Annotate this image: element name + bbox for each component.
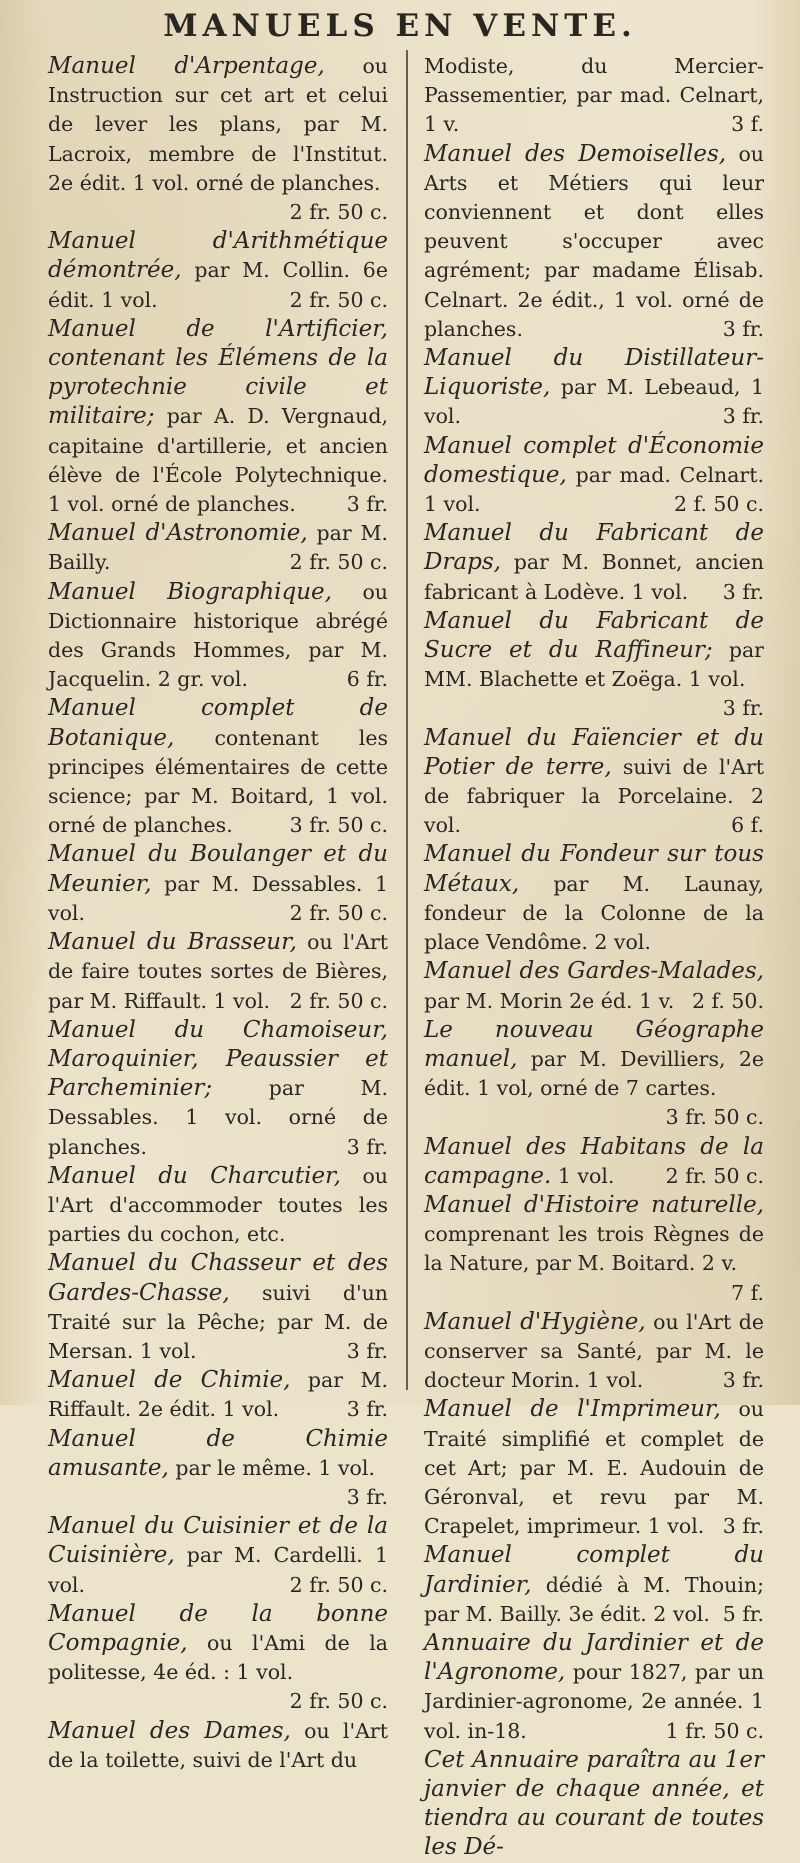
- catalog-entry: [48, 519, 388, 577]
- catalog-entry: [424, 1133, 764, 1191]
- entry-description: par M. Morin 2e éd. 1 v.: [424, 988, 675, 1013]
- entry-title: Manuel d'Arithmétique démontrée,: [48, 228, 388, 284]
- catalog-entry: [424, 1016, 764, 1133]
- entry-price: 3 fr.: [346, 492, 388, 517]
- entry-title: Manuel du Faïencier et du Potier de terre,: [424, 724, 764, 780]
- entry-title: Manuel des Habitans de la campagne.: [424, 1133, 764, 1189]
- catalog-entry: [424, 1395, 764, 1541]
- entry-price: 7 f.: [731, 1280, 764, 1305]
- entry-price: 2 fr. 50 c.: [289, 200, 388, 225]
- entry-description: ou Traité simplifié et complet de cet Art; par M. E. Audouin de Géronval, et revu par M. Crapelet, imprimeur. 1 vol.: [424, 1397, 764, 1539]
- entry-price: 6 f.: [731, 813, 764, 838]
- catalog-entry: [48, 1366, 388, 1424]
- catalog-entry: [48, 315, 388, 519]
- entry-price: 3 fr. 50 c.: [289, 813, 388, 838]
- entry-price: 3 fr.: [722, 1368, 764, 1393]
- entry-title: Manuel des Demoiselles,: [424, 140, 727, 167]
- entry-price: 2 fr. 50 c.: [289, 988, 388, 1013]
- entry-description: suivi de l'Art de fabriquer la Porcelaine. 2 vol.: [424, 754, 764, 838]
- entry-title: Manuel complet de Botanique,: [48, 695, 388, 751]
- entry-title: Manuel d'Histoire naturelle,: [424, 1191, 764, 1218]
- entry-description: par M. Bailly.: [48, 521, 388, 575]
- page-header: MANUELS EN VENTE.: [163, 8, 637, 44]
- entry-description: par M. Dessables. 1 vol. orné de planches.: [48, 1076, 388, 1159]
- entry-description: par A. D. Vergnaud, capitaine d'artillerie, et ancien élève de l'École Polytechnique. 1 vol. orné de planches.: [48, 404, 388, 517]
- entry-title: Manuel du Charcutier,: [48, 1162, 341, 1189]
- entry-description: par mad. Celnart. 1 vol.: [424, 462, 764, 517]
- entry-price: 3 fr.: [722, 579, 764, 604]
- catalog-entry: [424, 52, 764, 140]
- entry-description: par M. Launay, fondeur de la Colonne de la place Vendôme. 2 vol.: [424, 871, 764, 955]
- entry-description: dédié à M. Thouin; par M. Bailly. 3e édit. 2 vol.: [424, 1572, 764, 1626]
- entry-description: par M. Bonnet, ancien fabricant à Lodève. 1 vol.: [424, 550, 764, 604]
- entry-title: Cet Annuaire paraîtra au 1er janvier de chaque année, et tiendra au courant de toutes les Dé-: [424, 1746, 764, 1861]
- catalog-entry: [48, 928, 388, 1016]
- catalog-entry: [424, 519, 764, 607]
- catalog-entry: [424, 840, 764, 957]
- entry-title: Manuel du Fondeur sur tous Métaux,: [424, 841, 764, 897]
- entry-price: 2 fr. 50 c.: [289, 550, 388, 575]
- entry-title: Manuel d'Astronomie,: [48, 520, 308, 547]
- catalog-entry: [48, 840, 388, 928]
- entry-description: par MM. Blachette et Zoëga. 1 vol.: [424, 638, 764, 692]
- entry-title: Annuaire du Jardinier et de l'Agronome,: [424, 1629, 764, 1686]
- entry-description: ou l'Art de conserver sa Santé, par M. le docteur Morin. 1 vol.: [424, 1309, 764, 1393]
- entry-price: 3 fr.: [346, 1134, 388, 1159]
- entry-description: 1 vol.: [557, 1163, 615, 1188]
- entry-description: ou l'Art d'accommoder toutes les parties du cochon, etc.: [48, 1163, 388, 1247]
- catalog-entry: [424, 1541, 764, 1629]
- entry-title: Manuel des Dames,: [48, 1717, 291, 1744]
- entry-description: comprenant les trois Règnes de la Nature, par M. Boitard. 2 v.: [424, 1222, 764, 1276]
- entry-title: Manuel du Chamoiseur, Maroquinier, Peaussier et Parcheminier;: [48, 1016, 388, 1102]
- entry-title: Manuel du Cuisinier et de la Cuisinière,: [48, 1513, 388, 1569]
- catalog-entry: [424, 140, 764, 344]
- entry-title: Manuel Biographique,: [48, 578, 332, 605]
- entry-title: Le nouveau Géographe manuel,: [424, 1016, 764, 1072]
- entry-title: Manuel du Chasseur et des Gardes-Chasse,: [48, 1250, 388, 1306]
- entry-price: 3 fr.: [722, 696, 764, 721]
- entry-description: par M. Lebeaud, 1 vol.: [424, 375, 764, 429]
- entry-description: contenant les principes élémentaires de cette science; par M. Boitard, 1 vol. orné de planches.: [48, 725, 388, 838]
- entry-title: Manuel du Fabricant de Draps,: [424, 520, 764, 576]
- catalog-entry: [48, 1717, 388, 1775]
- catalog-entry: [48, 1162, 388, 1250]
- catalog-entry: [48, 227, 388, 315]
- catalog-entry: [48, 1600, 388, 1717]
- entry-price: 2 f. 50.: [691, 988, 764, 1013]
- catalog-entry: [424, 344, 764, 432]
- entry-description: par M. Devilliers, 2e édit. 1 vol, orné de 7 cartes.: [424, 1046, 764, 1101]
- entry-title: Manuel de Chimie,: [48, 1367, 291, 1394]
- entry-price: 3 fr.: [722, 404, 764, 429]
- entry-price: 6 fr.: [346, 667, 388, 692]
- entry-title: Manuel complet d'Économie domestique,: [424, 432, 764, 488]
- entry-price: 3 f.: [731, 112, 764, 137]
- entry-description: ou Arts et Métiers qui leur conviennent et dont elles peuvent s'occuper avec agrément; par madame Élisab. Celnart. 2e édit., 1 vol. orné de planches.: [424, 141, 764, 341]
- catalog-entry: [48, 1512, 388, 1600]
- entry-title: Manuel de Chimie amusante,: [48, 1425, 388, 1481]
- left-column: [48, 52, 388, 1772]
- entry-price: 2 fr. 50 c.: [289, 287, 388, 312]
- catalog-entry: [424, 724, 764, 841]
- entry-price: 2 fr. 50 c.: [289, 1689, 388, 1714]
- entry-description: par le même. 1 vol.: [175, 1455, 375, 1480]
- catalog-entry: [424, 1746, 764, 1863]
- entry-price: 3 fr.: [346, 1484, 388, 1509]
- entry-description: Modiste, du Mercier-Passementier, par mad. Celnart, 1 v.: [424, 54, 764, 137]
- entry-description: pour 1827, par un Jardinier-agronome, 2e année. 1 vol. in-18.: [424, 1660, 764, 1743]
- catalog-entry: [48, 52, 388, 227]
- entry-title: Manuel complet du Jardinier,: [424, 1542, 764, 1598]
- entry-description: ou l'Art de faire toutes sortes de Bières, par M. Riffault. 1 vol.: [48, 930, 388, 1013]
- catalog-entry: [48, 1016, 388, 1162]
- catalog-entry: [424, 607, 764, 724]
- entry-description: ou l'Ami de la politesse, 4e éd. : 1 vol.: [48, 1630, 388, 1685]
- entry-price: 1 fr. 50 c.: [665, 1718, 764, 1743]
- entry-price: 3 fr. 50 c.: [665, 1105, 764, 1130]
- entry-price: 2 fr. 50 c.: [289, 1572, 388, 1597]
- entry-title: Manuel du Distillateur-Liquoriste,: [424, 345, 764, 401]
- entry-description: ou l'Art de la toilette, suivi de l'Art du: [48, 1718, 388, 1772]
- catalog-entry: [48, 1249, 388, 1366]
- column-divider: [406, 50, 408, 1390]
- catalog-entry: [48, 578, 388, 695]
- entry-price: 3 fr.: [346, 1338, 388, 1363]
- entry-description: ou Dictionnaire historique abrégé des Grands Hommes, par M. Jacquelin. 2 gr. vol.: [48, 579, 388, 692]
- entry-title: Manuel du Brasseur,: [48, 929, 297, 956]
- entry-description: ou Instruction sur cet art et celui de lever les plans, par M. Lacroix, membre de l'Institut. 2e édit. 1 vol. orné de planches.: [48, 54, 388, 195]
- entry-title: Manuel de la bonne Compagnie,: [48, 1600, 388, 1656]
- catalog-entry: [48, 1425, 388, 1513]
- entry-price: 3 fr.: [346, 1397, 388, 1422]
- entry-description: par M. Dessables. 1 vol.: [48, 871, 388, 925]
- catalog-entry: [424, 1629, 764, 1746]
- right-column: [424, 52, 764, 1861]
- entry-description: par M. Cardelli. 1 vol.: [48, 1543, 388, 1597]
- entry-title: Manuel de l'Imprimeur,: [424, 1396, 721, 1423]
- entry-price: 2 fr. 50 c.: [665, 1163, 764, 1188]
- entry-title: Manuel d'Arpentage,: [48, 53, 325, 79]
- entry-title: Manuel du Boulanger et du Meunier,: [48, 841, 388, 897]
- entry-price: 3 fr.: [722, 316, 764, 341]
- entry-description: suivi d'un Traité sur la Pêche; par M. de Mersan. 1 vol.: [48, 1280, 388, 1363]
- entry-price: 3 fr.: [722, 1514, 764, 1539]
- catalog-entry: [424, 957, 764, 1015]
- entry-description: par M. Riffault. 2e édit. 1 vol.: [48, 1368, 388, 1422]
- entry-title: Manuel des Gardes-Malades,: [424, 958, 764, 985]
- catalog-entry: [424, 1191, 764, 1308]
- entry-description: par M. Collin. 6e édit. 1 vol.: [48, 258, 388, 312]
- entry-title: Manuel du Fabricant de Sucre et du Raffineur;: [424, 607, 764, 664]
- entry-title: Manuel d'Hygiène,: [424, 1308, 646, 1335]
- catalog-entry: [48, 694, 388, 840]
- entry-price: 2 fr. 50 c.: [289, 900, 388, 925]
- entry-title: Manuel de l'Artificier, contenant les Élémens de la pyrotechnie civile et militaire;: [48, 315, 388, 430]
- entry-price: 2 f. 50 c.: [673, 492, 764, 517]
- entry-price: 5 fr.: [722, 1601, 764, 1626]
- catalog-entry: [424, 432, 764, 520]
- catalog-entry: [424, 1308, 764, 1396]
